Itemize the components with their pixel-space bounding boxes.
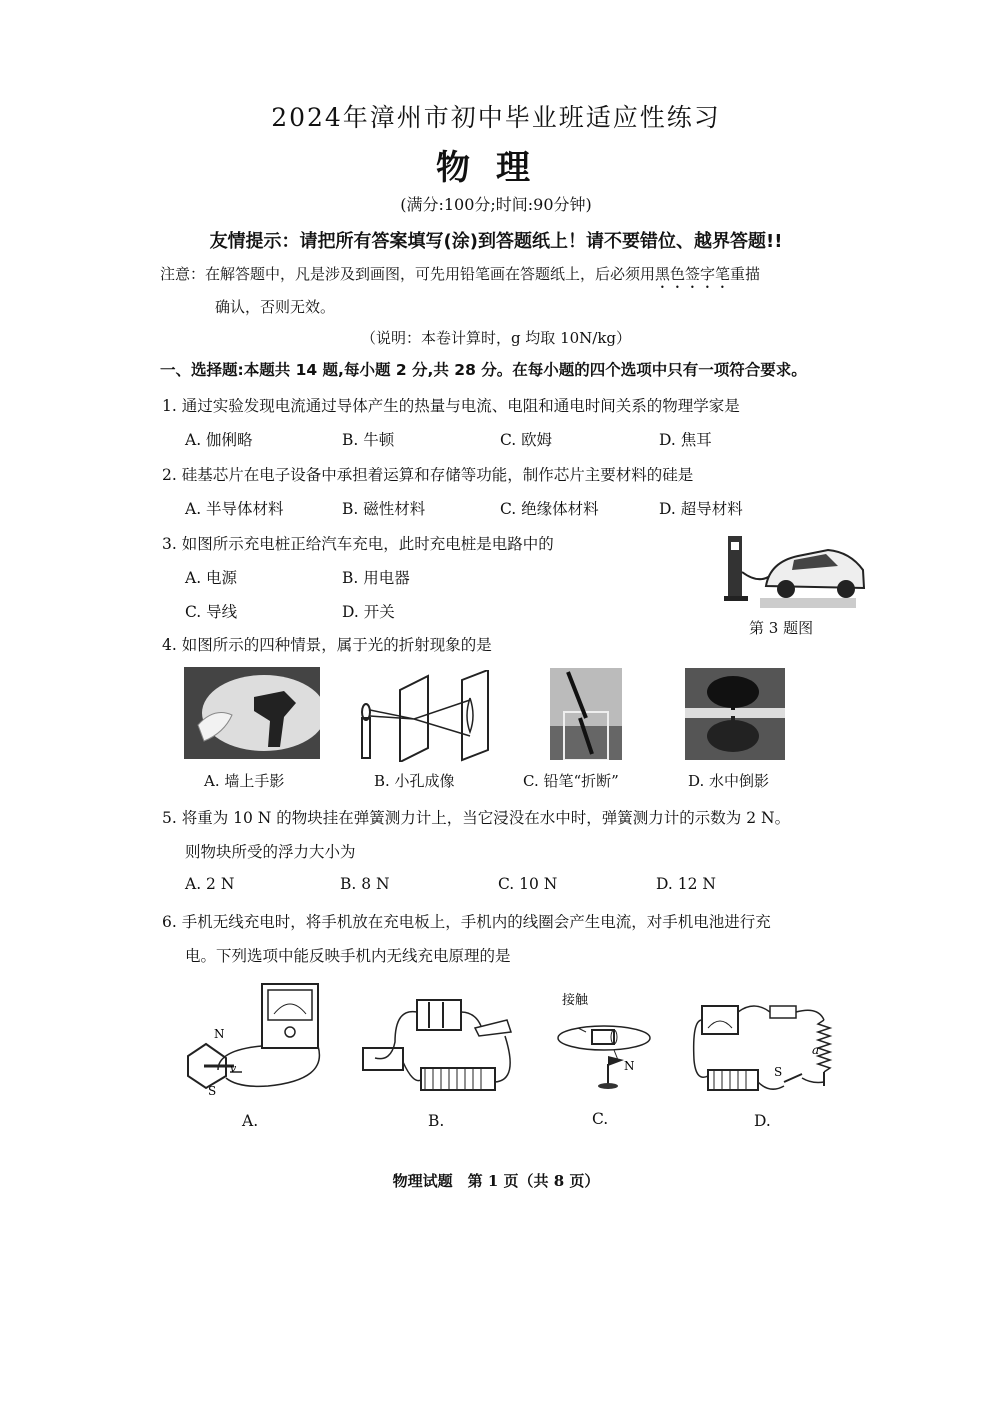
q5-stem-line-1: 5. 将重为 10 N 的物块挂在弹簧测力计上，当它浸没在水中时，弹簧测力计的示数为 2 N。 bbox=[162, 809, 791, 827]
note-text-end: 重描 bbox=[730, 265, 761, 283]
q4-option-a: A. 墙上手影 bbox=[204, 772, 285, 790]
note-line-1 bbox=[160, 263, 760, 292]
q6-c-label-contact: 接触 bbox=[562, 993, 589, 1008]
q5-option-b: B. 8 N bbox=[340, 875, 390, 893]
q4-option-d: D. 水中倒影 bbox=[688, 772, 770, 790]
q3-option-b: B. 用电器 bbox=[342, 569, 410, 587]
q4-option-b: B. 小孔成像 bbox=[374, 772, 455, 790]
q5-option-c: C. 10 N bbox=[498, 875, 558, 893]
q5-stem-line-2: 则物块所受的浮力大小为 bbox=[185, 843, 356, 861]
hand-shadow-image bbox=[184, 667, 320, 759]
subject-title: 物理 bbox=[436, 148, 556, 188]
charging-car-image bbox=[718, 532, 868, 612]
q2-option-c: C. 绝缘体材料 bbox=[500, 500, 599, 518]
q6-option-b-diagram bbox=[355, 992, 525, 1108]
q5-option-a: A. 2 N bbox=[185, 875, 235, 893]
q3-figure-caption: 第 3 题图 bbox=[749, 619, 814, 637]
exam-title: 2024年漳州市初中毕业班适应性练习 bbox=[271, 103, 721, 132]
q6-option-b-label: B. bbox=[428, 1112, 445, 1130]
q3-option-c: C. 导线 bbox=[185, 603, 238, 621]
q2-stem: 2. 硅基芯片在电子设备中承担着运算和存储等功能，制作芯片主要材料的硅是 bbox=[162, 466, 694, 484]
note-line-2: 确认，否则无效。 bbox=[215, 298, 336, 316]
q6-option-a-diagram bbox=[178, 980, 326, 1098]
q3-option-a: A. 电源 bbox=[185, 569, 238, 587]
q6-stem-line-2: 电。下列选项中能反映手机内无线充电原理的是 bbox=[185, 947, 511, 965]
q6-stem-line-1: 6. 手机无线充电时，将手机放在充电板上，手机内的线圈会产生电流，对手机电池进行充 bbox=[162, 913, 771, 931]
q2-option-a: A. 半导体材料 bbox=[185, 500, 284, 518]
q2-option-b: B. 磁性材料 bbox=[342, 500, 426, 518]
q6-a-label-n: N bbox=[214, 1027, 225, 1041]
q6-a-label-v: v bbox=[230, 1062, 237, 1075]
friendly-tip: 友情提示：请把所有答案填写(涂)到答题纸上！请不要错位、越界答题!! bbox=[209, 231, 783, 252]
q6-option-d-diagram bbox=[688, 990, 848, 1108]
bent-pencil-image bbox=[550, 668, 622, 760]
q1-stem: 1. 通过实验发现电流通过导体产生的热量与电流、电阻和通电时间关系的物理学家是 bbox=[162, 397, 740, 415]
q3-option-d: D. 开关 bbox=[342, 603, 395, 621]
q6-d-label-a: a bbox=[812, 1043, 820, 1057]
q6-d-label-s: S bbox=[774, 1065, 783, 1079]
q1-option-d: D. 焦耳 bbox=[659, 431, 712, 449]
q6-option-c-label: C. bbox=[592, 1110, 609, 1128]
q6-option-d-label: D. bbox=[754, 1112, 771, 1130]
q1-option-a: A. 伽俐略 bbox=[185, 431, 253, 449]
q6-c-label-n: N bbox=[624, 1059, 635, 1073]
explain: （说明：本卷计算时，g 均取 10N/kg） bbox=[360, 329, 632, 347]
note-emphasis: 黑色签字笔 bbox=[655, 265, 731, 283]
note-text: 注意：在解答题中，凡是涉及到画图，可先用铅笔画在答题纸上，后必须用 bbox=[160, 265, 656, 283]
q4-option-c: C. 铅笔“折断” bbox=[523, 772, 619, 790]
q4-stem: 4. 如图所示的四种情景，属于光的折射现象的是 bbox=[162, 636, 492, 654]
section-heading: 一、选择题:本题共 14 题,每小题 2 分,共 28 分。在每小题的四个选项中只有一项符合要求。 bbox=[160, 361, 807, 379]
q3-stem: 3. 如图所示充电桩正给汽车充电，此时充电桩是电路中的 bbox=[162, 535, 554, 553]
q1-option-b: B. 牛顿 bbox=[342, 431, 395, 449]
q6-option-c-diagram bbox=[548, 990, 664, 1090]
exam-info: (满分:100分;时间:90分钟) bbox=[400, 195, 592, 214]
q6-a-label-s: S bbox=[208, 1084, 217, 1098]
water-reflection-image bbox=[685, 668, 785, 760]
q1-option-c: C. 欧姆 bbox=[500, 431, 553, 449]
pinhole-imaging-image bbox=[356, 670, 496, 762]
q5-option-d: D. 12 N bbox=[656, 875, 716, 893]
q6-option-a-label: A. bbox=[242, 1112, 259, 1130]
q2-option-d: D. 超导材料 bbox=[659, 500, 743, 518]
page-footer: 物理试题 第 1 页（共 8 页） bbox=[392, 1172, 600, 1190]
